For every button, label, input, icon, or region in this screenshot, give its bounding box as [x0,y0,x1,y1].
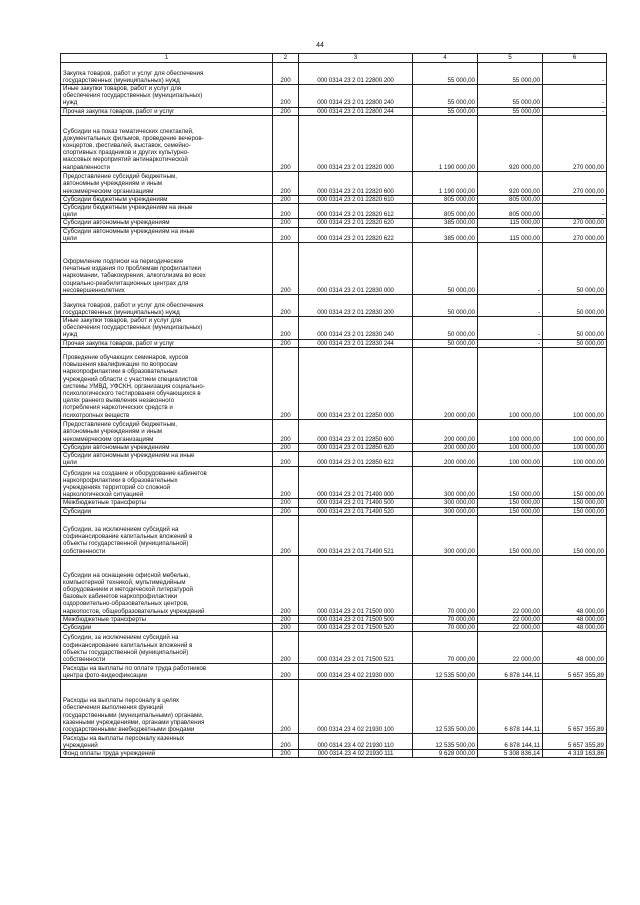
row-value-col4: 12 535 500,00 [413,664,478,680]
row-name-cell: Межбюджетные трансферты [61,615,273,623]
row-kbk-cell: 000 0314 23 4 02 21930 111 [299,750,413,758]
table-row [61,515,607,555]
row-code-cell: 200 [273,317,299,340]
row-value-col6: 50 000,00 [543,339,607,347]
table-row [61,680,607,734]
row-code-cell: 200 [273,515,299,555]
row-value-col4: 300 000,00 [413,515,478,555]
row-value-col5: 150 000,00 [478,515,543,555]
row-kbk-cell: 000 0314 23 2 01 22830 200 [299,295,413,317]
row-value-col5: 150 000,00 [478,499,543,507]
row-name-cell: Иные закупки товаров, работ и услуг для обеспечения государственных (муниципальных) нужд [61,317,273,340]
column-header: 2 [273,54,299,63]
row-name-cell: Субсидии автономным учреждениям на иные цели [61,227,273,242]
row-value-col5: 805 000,00 [478,195,543,203]
page-number: 44 [316,42,324,49]
row-code-cell: 200 [273,339,299,347]
table-row [61,750,607,758]
row-value-col5: 6 878 144,11 [478,664,543,680]
row-value-col6: 150 000,00 [543,467,607,499]
row-value-col5: 6 878 144,11 [478,734,543,750]
row-kbk-cell: 000 0314 23 2 01 71500 500 [299,615,413,623]
table-row [61,624,607,632]
table-row [61,499,607,507]
row-value-col4: 385 000,00 [413,219,478,227]
row-kbk-cell: 000 0314 23 2 01 71490 520 [299,507,413,515]
row-value-col5: 100 000,00 [478,347,543,419]
row-name-cell: Субсидии на показ тематических спектаклей, документальных фильмов, проведение вечеров- концертов, фестивалей, выставок, семейно- спортивных праздников и других культурно- массовых мероприятий антинаркотической направленности [61,115,273,171]
row-value-col6: 5 657 355,89 [543,664,607,680]
row-name-cell: Субсидии бюджетным учреждениям на иные цели [61,204,273,219]
row-value-col6: 50 000,00 [543,243,607,295]
row-kbk-cell: 000 0314 23 2 01 71490 000 [299,467,413,499]
row-value-col5: 100 000,00 [478,443,543,451]
row-value-col5: 100 000,00 [478,452,543,467]
row-kbk-cell: 000 0314 23 2 01 71490 521 [299,515,413,555]
row-kbk-cell: 000 0314 23 2 01 22820 620 [299,219,413,227]
row-value-col4: 50 000,00 [413,339,478,347]
table-row [61,632,607,664]
row-value-col6: 270 000,00 [543,171,607,195]
row-value-col6: 150 000,00 [543,507,607,515]
row-value-col6: - [543,107,607,115]
column-number-row [61,54,607,63]
table-body [61,63,607,758]
row-value-col5: 100 000,00 [478,419,543,443]
row-code-cell: 200 [273,243,299,295]
row-code-cell: 200 [273,171,299,195]
row-value-col4: 50 000,00 [413,295,478,317]
row-value-col6: 100 000,00 [543,452,607,467]
row-value-col4: 200 000,00 [413,443,478,451]
row-value-col4: 300 000,00 [413,499,478,507]
row-value-col4: 1 190 000,00 [413,115,478,171]
row-value-col4: 70 000,00 [413,555,478,615]
row-value-col5: - [478,317,543,340]
row-name-cell: Прочая закупка товаров, работ и услуг [61,107,273,115]
row-value-col5: 22 000,00 [478,555,543,615]
row-value-col6: 5 657 355,89 [543,680,607,734]
row-value-col4: 300 000,00 [413,467,478,499]
row-value-col6: - [543,63,607,85]
row-kbk-cell: 000 0314 23 2 01 22820 000 [299,115,413,171]
table-row [61,115,607,171]
row-value-col4: 385 000,00 [413,227,478,242]
row-value-col6: 4 319 163,86 [543,750,607,758]
row-kbk-cell: 000 0314 23 2 01 22830 244 [299,339,413,347]
row-name-cell: Межбюджетные трансферты [61,499,273,507]
row-value-col6: 50 000,00 [543,295,607,317]
row-value-col4: 300 000,00 [413,507,478,515]
row-value-col6: 50 000,00 [543,317,607,340]
row-value-col5: - [478,295,543,317]
table-row [61,615,607,623]
row-code-cell: 200 [273,63,299,85]
row-value-col6: 270 000,00 [543,219,607,227]
table-row [61,452,607,467]
row-code-cell: 200 [273,107,299,115]
row-name-cell: Субсидии на создание и оборудование кабинетов наркопрофилактики в образовательных учреждениях территорий со сложной наркологической ситуацией [61,467,273,499]
row-name-cell: Проведение обучающих семинаров, курсов повышения квалификации по вопросам наркопрофилактики в образовательных учреждений области с участием специалистов системы УМВД, УФСКН, организация социально- психологического тестирования обучающихся в целях раннего выявления незаконного потребления наркотических средств и психотропных веществ [61,347,273,419]
row-value-col4: 55 000,00 [413,63,478,85]
table-row [61,419,607,443]
column-header: 1 [61,54,273,63]
row-name-cell: Предоставление субсидий бюджетным, автономным учреждениям и иным некоммерческим организациям [61,419,273,443]
row-value-col5: 22 000,00 [478,615,543,623]
row-code-cell: 200 [273,227,299,242]
row-name-cell: Закупка товаров, работ и услуг для обеспечения государственных (муниципальных) нужд [61,295,273,317]
table-row [61,507,607,515]
row-kbk-cell: 000 0314 23 2 01 22820 612 [299,204,413,219]
row-kbk-cell: 000 0314 23 2 01 22850 000 [299,347,413,419]
row-value-col6: 150 000,00 [543,515,607,555]
row-name-cell: Расходы на выплаты по оплате труда работников центра фото-видеофиксации [61,664,273,680]
row-value-col4: 50 000,00 [413,317,478,340]
row-kbk-cell: 000 0314 23 2 01 22800 240 [299,85,413,108]
row-value-col6: 150 000,00 [543,499,607,507]
row-value-col5: 55 000,00 [478,85,543,108]
row-name-cell: Субсидии бюджетным учреждениям [61,195,273,203]
row-code-cell: 200 [273,507,299,515]
row-name-cell: Субсидии, за исключением субсидий на софинансирование капитальных вложений в объекты государственной (муниципальной) собственности [61,515,273,555]
row-value-col5: 22 000,00 [478,632,543,664]
row-name-cell: Субсидии на оснащение офисной мебелью, компьютерной техникой, мультимедийным оборудованием и методической литературой базовых кабинетов наркопрофилактики оздоровительно-образовательных центров, наркопостов, общеобразовательных учреждений [61,555,273,615]
column-header: 3 [299,54,413,63]
row-code-cell: 200 [273,632,299,664]
row-value-col4: 70 000,00 [413,632,478,664]
column-header: 6 [543,54,607,63]
row-code-cell: 200 [273,555,299,615]
row-value-col5: 920 000,00 [478,171,543,195]
row-code-cell: 200 [273,195,299,203]
row-name-cell: Субсидии, за исключением субсидий на софинансирование капитальных вложений в объекты государственной (муниципальной) собственности [61,632,273,664]
row-value-col6: 5 657 355,89 [543,734,607,750]
table-row [61,85,607,108]
row-code-cell: 200 [273,499,299,507]
column-header: 4 [413,54,478,63]
table-row [61,195,607,203]
row-name-cell: Субсидии автономным учреждениям [61,219,273,227]
row-kbk-cell: 000 0314 23 4 02 21930 000 [299,664,413,680]
table-row [61,243,607,295]
table-row [61,204,607,219]
row-name-cell: Иные закупки товаров, работ и услуг для обеспечения государственных (муниципальных) нужд [61,85,273,108]
row-kbk-cell: 000 0314 23 2 01 71500 000 [299,555,413,615]
row-code-cell: 200 [273,664,299,680]
row-value-col4: 55 000,00 [413,107,478,115]
row-value-col4: 805 000,00 [413,195,478,203]
table-row [61,664,607,680]
row-value-col6: 48 000,00 [543,624,607,632]
row-kbk-cell: 000 0314 23 2 01 22850 620 [299,443,413,451]
row-kbk-cell: 000 0314 23 2 01 22850 622 [299,452,413,467]
row-name-cell: Оформление подписки на периодические печатные издания по проблемам профилактики наркомании, табакокурения, алкоголизма во всех социально-реабилитационных центрах для несовершеннолетних [61,243,273,295]
row-value-col5: 920 000,00 [478,115,543,171]
row-value-col5: 805 000,00 [478,204,543,219]
row-kbk-cell: 000 0314 23 2 01 71500 520 [299,624,413,632]
row-value-col5: 115 000,00 [478,227,543,242]
row-code-cell: 200 [273,347,299,419]
table-row [61,443,607,451]
row-value-col6: - [543,204,607,219]
table-row [61,555,607,615]
row-code-cell: 200 [273,467,299,499]
row-code-cell: 200 [273,734,299,750]
row-code-cell: 200 [273,115,299,171]
row-value-col4: 50 000,00 [413,243,478,295]
row-value-col5: 6 878 144,11 [478,680,543,734]
table-row [61,171,607,195]
row-value-col5: - [478,339,543,347]
row-value-col4: 200 000,00 [413,452,478,467]
row-kbk-cell: 000 0314 23 2 01 22830 240 [299,317,413,340]
row-code-cell: 200 [273,419,299,443]
row-name-cell: Субсидии автономным учреждениям на иные цели [61,452,273,467]
row-value-col6: 48 000,00 [543,555,607,615]
row-code-cell: 200 [273,443,299,451]
row-code-cell: 200 [273,295,299,317]
row-name-cell: Субсидии [61,507,273,515]
row-value-col6: 48 000,00 [543,615,607,623]
row-value-col5: 55 000,00 [478,63,543,85]
row-kbk-cell: 000 0314 23 2 01 71490 500 [299,499,413,507]
row-value-col5: - [478,243,543,295]
row-kbk-cell: 000 0314 23 4 02 21930 100 [299,680,413,734]
row-name-cell: Фонд оплаты труда учреждений [61,750,273,758]
row-kbk-cell: 000 0314 23 4 02 21930 110 [299,734,413,750]
row-value-col5: 150 000,00 [478,467,543,499]
row-code-cell: 200 [273,680,299,734]
table-row [61,63,607,85]
row-code-cell: 200 [273,615,299,623]
row-kbk-cell: 000 0314 23 2 01 22800 244 [299,107,413,115]
row-value-col4: 70 000,00 [413,624,478,632]
row-value-col5: 55 000,00 [478,107,543,115]
row-kbk-cell: 000 0314 23 2 01 71500 521 [299,632,413,664]
row-kbk-cell: 000 0314 23 2 01 22830 000 [299,243,413,295]
row-value-col4: 200 000,00 [413,419,478,443]
row-value-col4: 9 628 000,00 [413,750,478,758]
row-value-col4: 55 000,00 [413,85,478,108]
table-row [61,317,607,340]
table-row [61,467,607,499]
row-code-cell: 200 [273,624,299,632]
column-header: 5 [478,54,543,63]
row-value-col6: 100 000,00 [543,419,607,443]
row-kbk-cell: 000 0314 23 2 01 22820 610 [299,195,413,203]
row-kbk-cell: 000 0314 23 2 01 22800 200 [299,63,413,85]
table-row [61,107,607,115]
table-row [61,219,607,227]
row-value-col5: 22 000,00 [478,624,543,632]
row-kbk-cell: 000 0314 23 2 01 22850 600 [299,419,413,443]
row-name-cell: Прочая закупка товаров, работ и услуг [61,339,273,347]
row-name-cell: Расходы на выплаты персоналу казенных учреждений [61,734,273,750]
table-row [61,339,607,347]
row-name-cell: Закупка товаров, работ и услуг для обеспечения государственных (муниципальных) нужд [61,63,273,85]
row-code-cell: 200 [273,204,299,219]
row-kbk-cell: 000 0314 23 2 01 22820 622 [299,227,413,242]
row-value-col4: 1 190 000,00 [413,171,478,195]
row-name-cell: Субсидии автономным учреждениям [61,443,273,451]
row-kbk-cell: 000 0314 23 2 01 22820 600 [299,171,413,195]
row-code-cell: 200 [273,85,299,108]
row-name-cell: Предоставление субсидий бюджетным, автономным учреждениям и иным некоммерческим организациям [61,171,273,195]
row-code-cell: 200 [273,750,299,758]
row-name-cell: Субсидии [61,624,273,632]
row-value-col6: 48 000,00 [543,632,607,664]
budget-table [60,53,607,758]
table-row [61,734,607,750]
table-row [61,227,607,242]
table-row [61,295,607,317]
row-code-cell: 200 [273,452,299,467]
row-value-col4: 12 535 500,00 [413,734,478,750]
row-value-col5: 5 308 836,14 [478,750,543,758]
row-value-col6: 100 000,00 [543,347,607,419]
row-value-col4: 805 000,00 [413,204,478,219]
row-name-cell: Расходы на выплаты персоналу в целях обеспечения выполнения функций государственными (муниципальными) органами, казенными учреждениями, органами управления государственными внебюджетными фондами [61,680,273,734]
row-value-col4: 70 000,00 [413,615,478,623]
table-row [61,347,607,419]
row-value-col5: 150 000,00 [478,507,543,515]
row-value-col6: - [543,195,607,203]
row-code-cell: 200 [273,219,299,227]
row-value-col6: - [543,85,607,108]
row-value-col6: 270 000,00 [543,227,607,242]
row-value-col4: 200 000,00 [413,347,478,419]
row-value-col5: 115 000,00 [478,219,543,227]
row-value-col6: 100 000,00 [543,443,607,451]
row-value-col6: 270 000,00 [543,115,607,171]
row-value-col4: 12 535 500,00 [413,680,478,734]
